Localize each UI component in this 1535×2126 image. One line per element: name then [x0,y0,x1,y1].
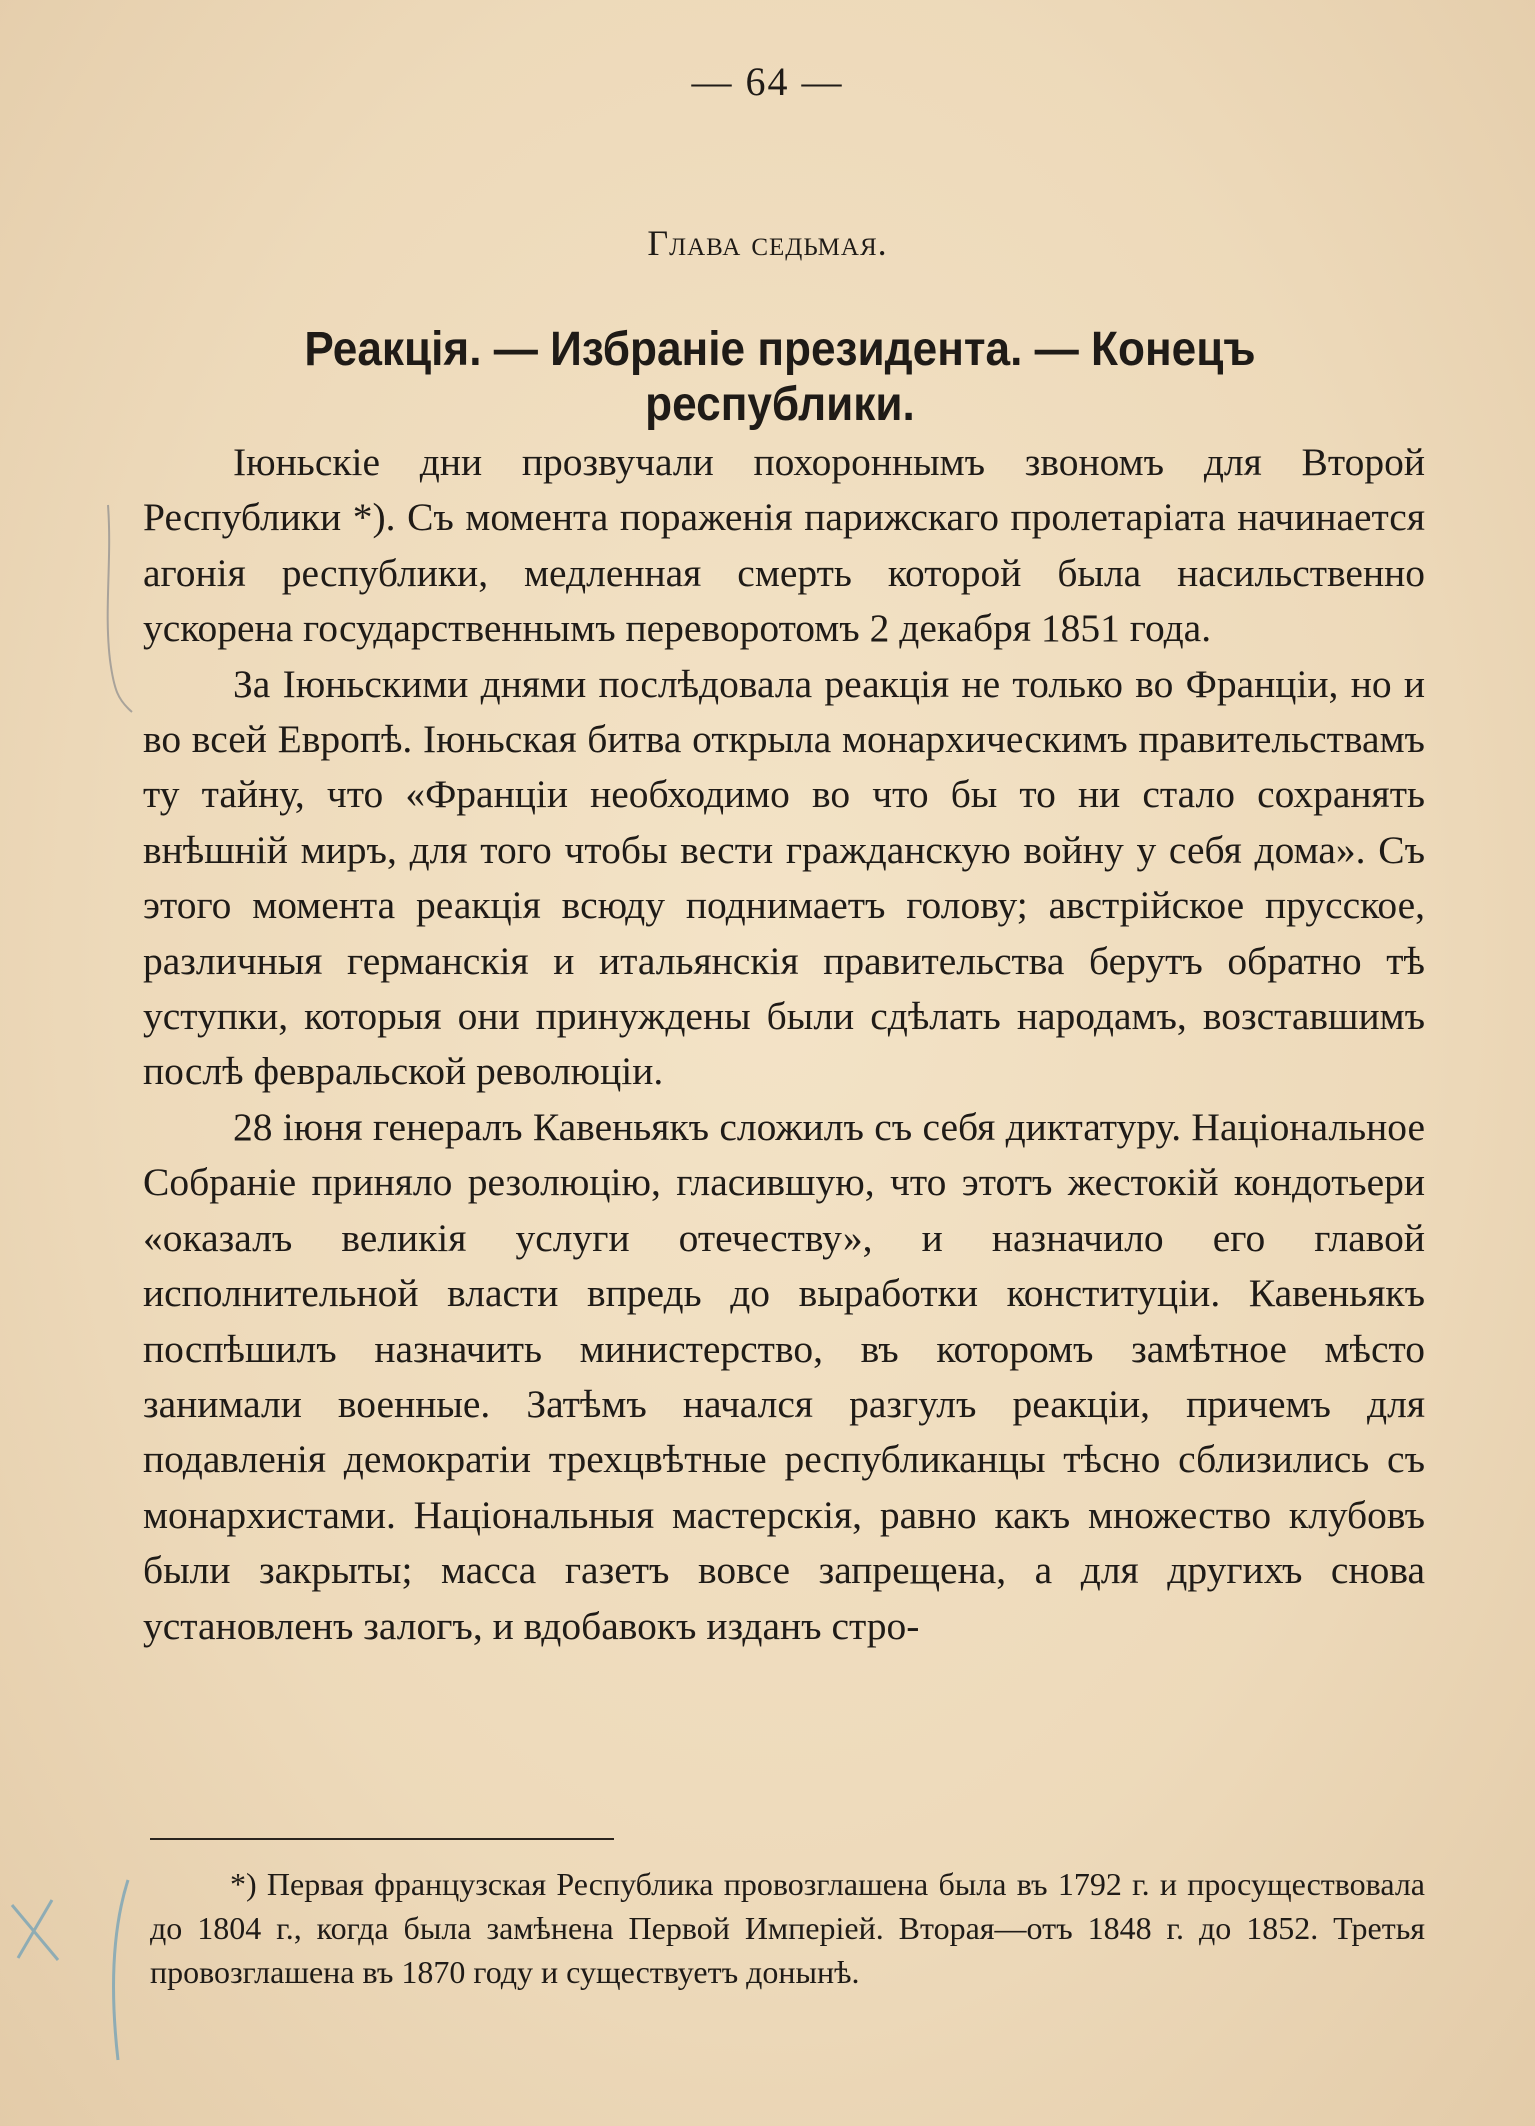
page-number: — 64 — [691,59,844,104]
margin-pencil-bracket [108,505,132,712]
paragraph: 28 іюня генералъ Кавеньякъ сложилъ съ себя диктатуру. Національное Собраніе приняло резолюцію, гласившую, что этотъ жестокій кондотьери «оказалъ великія услуги отечеству», и назначило его главой исполнительной власти впредь до выработки конституціи. Кавеньякъ поспѣшилъ назначить министерство, въ которомъ замѣтное мѣсто занимали военные. Затѣмъ начался разгулъ реакціи, причемъ для подавленія демократіи трехцвѣтные республиканцы тѣсно сблизились съ монархистами. Національныя мастерскія, равно какъ множество клубовъ были закрыты; масса газетъ вовсе запрещена, а для другихъ снова установленъ залогъ, и вдобавокъ изданъ стро- [143,1104,1425,1648]
body-text [143,435,1425,1654]
margin-pencil-cross [12,1900,58,1960]
footnote-rule [150,1838,614,1840]
paragraph: Іюньскіе дни прозвучали похороннымъ звономъ для Второй Республики *). Съ момента пораженія парижскаго пролетаріата начинается агонія республики, медленная смерть которой была насильственно ускорена государственнымъ переворотомъ 2 декабря 1851 года. [143,440,1425,651]
chapter-title: Реакція. — Избраніе президента. — Конецъ республики. [304,323,1256,431]
paragraph: За Іюньскими днями послѣдовала реакція не только во Франціи, но и во всей Европѣ. Іюньская битва открыла монархическимъ правительствамъ ту тайну, что «Франціи необходимо во что бы то ни стало сохранять внѣшній миръ, для того чтобы вести гражданскую войну у себя дома». Съ этого момента реакція всюду поднимаетъ голову; австрійское прусское, различныя германскія и итальянскія правительства берутъ обратно тѣ уступки, которыя они принуждены были сдѣлать народамъ, возставшимъ послѣ февральской революціи. [143,661,1425,1094]
margin-pencil-stroke [113,1880,128,2060]
chapter-label: Глава седьмая. [647,223,888,263]
footnote [150,1862,1425,1994]
footnote-text: *) Первая французская Республика провозглашена была въ 1792 г. и просуществовала до 1804 г., когда была замѣнена Первой Имперіей. Вторая—отъ 1848 г. до 1852. Третья провозглашена въ 1870 году и существуетъ донынѣ. [150,1866,1425,1990]
